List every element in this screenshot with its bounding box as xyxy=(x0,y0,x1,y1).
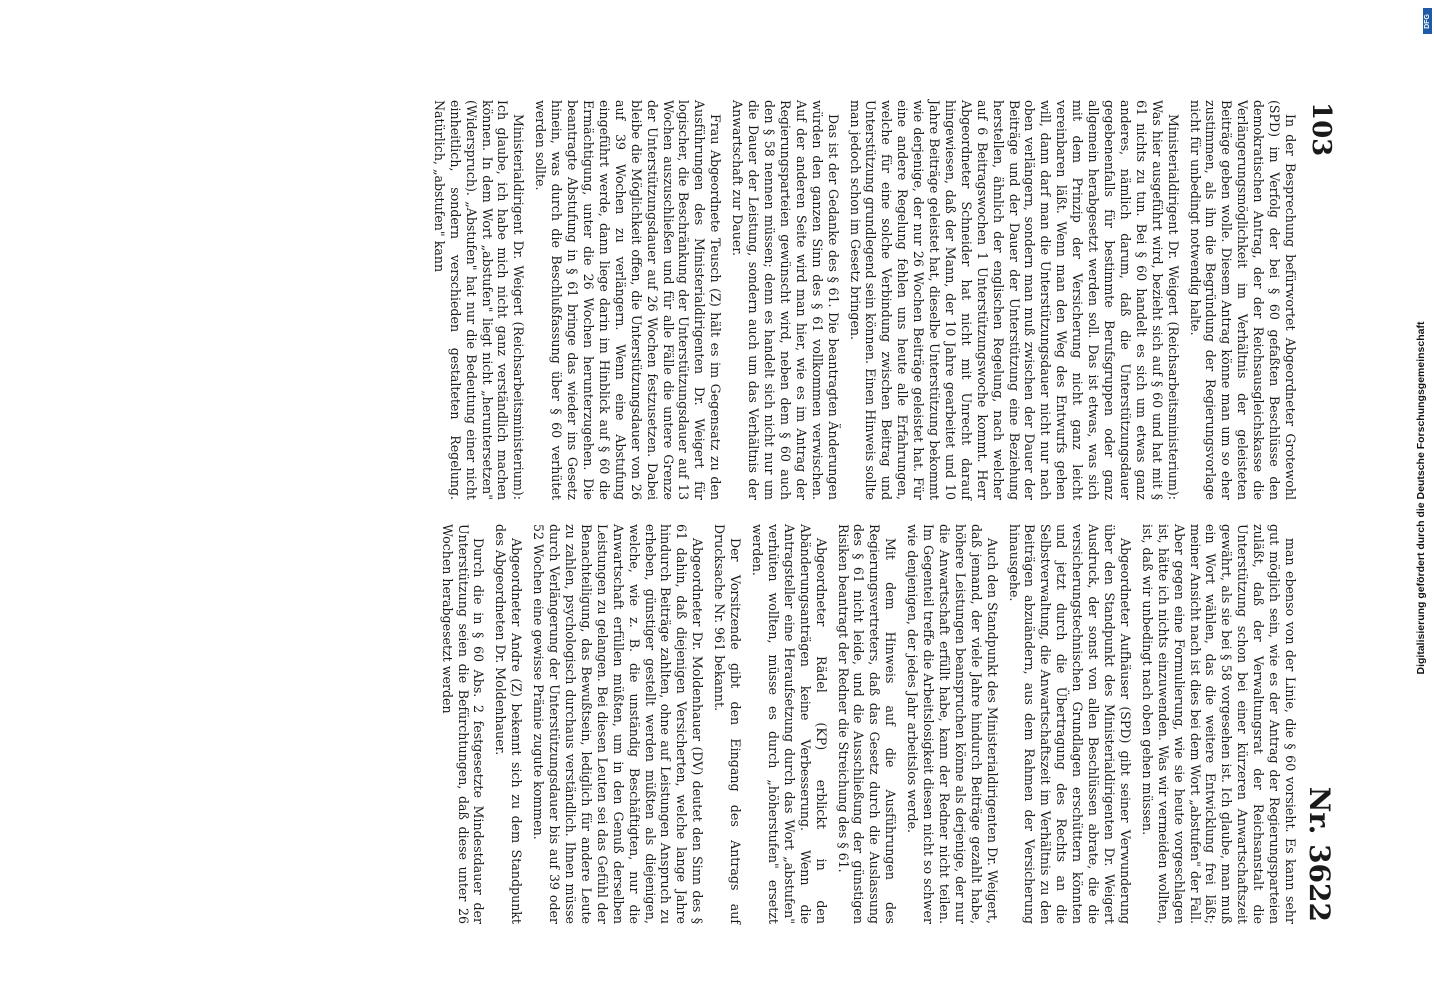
paragraph: Abgeordneter Andre (Z) bekennt sich zu dem Standpunkt des Abgeordneten Dr. Moldenhauer. xyxy=(493,524,525,924)
document-page xyxy=(112,92,1342,932)
left-column xyxy=(112,100,1298,500)
paragraph: Ministerialdirigent Dr. Weigert (Reichsarbeitsministerium): Was hier ausgeführt wird, bezieht sich auf § 60 und hat mit § 61 nichts zu tun. Bei § 60 handelt es sich um etwas ganz anderes, nämlich darum, daß die Unterstützungsdauer gegebenenfalls für bestimmte Berufsgruppen oder ganz allgemein herabgesetzt werden soll. Das ist etwas, was sich mit dem Prinzip der Versicherung nicht ganz leicht vereinbaren läßt. Wenn man den Weg des Entwurfs gehen will, dann darf man die Unterstützungsdauer nicht nur nach oben verlängern, sondern man muß zwischen der Dauer der Beiträge und der Dauer der Unterstützung eine Beziehung herstellen, ähnlich der englischen Regelung, nach welcher auf 6 Beitragswochen 1 Unterstützungswoche kommt. Herr Abgeordneter Schneider hat nicht mit Unrecht darauf hingewiesen, daß der Mann, der 10 Jahre gearbeitet und 10 Jahre Beiträge geleistet hat, dieselbe Unterstützung bekommt wie derjenige, der nur 26 Wochen Beiträge geleistet hat. Für eine andere Regelung fehlen uns heute alle Erfahrungen, welche für eine solche Verbindung zwischen Beitrag und Unterstützung grundlegend sein können. Einen Hinweis sollte man jedoch schon im Gesetz bringen. xyxy=(847,100,1181,500)
dfg-logo-text: DFG xyxy=(1424,13,1431,29)
paragraph: Mit dem Hinweis auf die Ausführungen des Regierungsvertreters, daß das Gesetz durch die Auslassung des § 61 nicht leide, und die Ausschließung der günstigen Risiken beantragt der Redner die Streichung des § 61. xyxy=(835,524,899,924)
paragraph: Das ist der Gedanke des § 61. Die beantragten Änderungen würden den ganzen Sinn des § 61 vollkommen verwischen. Auf der anderen Seite wird man hier, wie es im Antrag der Regierungsparteien gewünscht wird, neben dem § 60 auch den § 58 nennen müssen; denn es handelt sich nicht nur um die Dauer der Leistung, sondern auch um das Verhältnis der Anwartschaft zur Dauer. xyxy=(730,100,841,500)
paragraph: Auch den Standpunkt des Ministerialdirigenten Dr. Weigert, daß jemand, der viele Jahre hindurch Beiträge gezahlt habe, höhere Leistungen beanspruchen könne als derjenige, der nur die Anwartschaft erfüllt habe, kann der Redner nicht teilen. Im Gegenteil treffe die Arbeitslosigkeit diesen nicht so schwer wie denjenigen, der jedes Jahr arbeitslos werde. xyxy=(905,524,1000,924)
paragraph: man ebenso von der Linie, die § 60 vorsieht. Es kann sehr gut möglich sein, wie es der Antrag der Regierungsparteien zuläßt, daß der Verwaltungsrat der Reichsanstalt die Unterstützung schon bei einer kürzeren Anwartschaftszeit gewährt, als sie bei § 58 vorgesehen ist. Ich glaube, man muß ein Wort wählen, das die weitere Entwicklung frei läßt; meiner Ansicht nach ist dies bei dem Wort „abstufen" der Fall. Aber gegen eine Formulierung, wie sie heute vorgeschlagen ist, hätte ich nichts einzuwenden. Was wir vermeiden wollten, ist, daß wir unbedingt nach oben gehen müssen. xyxy=(1139,524,1298,924)
paragraph: Abgeordneter Dr. Moldenhauer (DV) deutet den Sinn des § 61 dahin, daß diejenigen Versicherten, welche lange Jahre hindurch Beiträge zahlten, ohne auf Leistungen Anspruch zu erheben, günstiger gestellt werden müßten als diejenigen, welche, wie z. B. die unständig Beschäftigten, nur die Anwartschaft erfüllen müßten, um in den Genuß derselben Leistungen zu gelangen. Bei diesen Leuten sei das Gefühl der Benachteiligung, das Bewußtsein, lediglich für andere Leute zu zahlen, psychologisch durchaus verständlich. Ihnen müsse durch Verlängerung der Unterstützungsdauer bis auf 39 oder 52 Wochen eine gewisse Prämie zugute kommen. xyxy=(531,524,706,924)
paragraph: Frau Abgeordnete Teusch (Z) hält es im Gegensatz zu den Ausführungen des Ministerialdirigenten Dr. Weigert für logischer, die Beschränkung der Unterstützungsdauer auf 13 Wochen auszuschließen und für alle Fälle die untere Grenze der Unterstützungsdauer auf 26 Wochen festzusetzen. Dabei bleibe die Möglichkeit offen, die Unterstützungsdauer von 26 auf 39 Wochen zu verlängern. Wenn eine Abstufung eingeführt werde, dann liege darin im Hinblick auf § 60 die Ermächtigung, unter die 26 Wochen herunterzugehen. Die beantragte Abstufung in § 61 bringe das wieder ins Gesetz hinein, was durch die Beschlußfassung über § 60 verhütet werden sollte. xyxy=(533,100,724,500)
credit-text: Digitalisierung gefördert durch die Deutsche Forschungsgemeinschaft xyxy=(1415,321,1427,675)
right-column xyxy=(112,524,1298,924)
page-number: 103 xyxy=(1306,102,1336,157)
paragraph: In der Besprechung befürwortet Abgeordneter Grotewohl (SPD) im Verfolg der bei § 60 gefaßten Beschlüsse den demokratischen Antrag, der der Reichsausgleichskasse die Verlängerungsmöglichkeit im Verhältnis der geleisteten Beiträge geben wolle. Diesem Antrag könne man um so eher zustimmen, als ihn die Begründung der Regierungsvorlage nicht für unbedingt notwendig halte. xyxy=(1187,100,1298,500)
page-header xyxy=(1302,102,1342,922)
paragraph: Durch die in § 60 Abs. 2 festgesetzte Mindestdauer der Unterstützung seien die Befürchtungen, daß diese unter 26 Wochen herabgesetzt werden xyxy=(439,524,487,924)
paragraph: Der Vorsitzende gibt den Eingang des Antrags auf Drucksache Nr. 961 bekannt. xyxy=(712,524,744,924)
paragraph: Ministerialdirigent Dr. Weigert (Reichsarbeitsministerium): Ich glaube, ich habe mich nicht ganz verständlich machen können. In dem Wort „abstufen" liegt nicht „heruntersetzen" (Widerspruch). „Abstufen" hat nur die Bedeutung einer nicht einheitlich, sondern verschieden gestalteten Regelung. Natürlich, „abstufen" kann xyxy=(431,100,527,500)
dfg-logo-badge xyxy=(1423,8,1432,34)
digitization-credit xyxy=(1408,8,1434,988)
rotated-page-content xyxy=(112,92,1342,932)
paragraph: Abgeordneter Aufhäuser (SPD) gibt seiner Verwunderung über den Standpunkt des Ministerialdirigenten Dr. Weigert Ausdruck, der sonst von allen Beschlüssen abrate, die die versicherungstechnischen Grundlagen erschüttern könnten und jetzt durch die Übertragung des Rechts an die Selbstverwaltung, die Anwartschaftszeit im Verhältnis zu den Beiträgen abzuändern, aus dem Rahmen der Versicherung hinausgehe. xyxy=(1006,524,1133,924)
paragraph: Abgeordneter Rädel (KP) erblickt in den Abänderungsanträgen keine Verbesserung. Wenn die Antragsteller eine Heraufsetzung durch das Wort „abstufen" verhüten wollten, müsse es durch „höherstufen" ersetzt werden. xyxy=(750,524,829,924)
document-number: Nr. 3622 xyxy=(1303,786,1336,922)
